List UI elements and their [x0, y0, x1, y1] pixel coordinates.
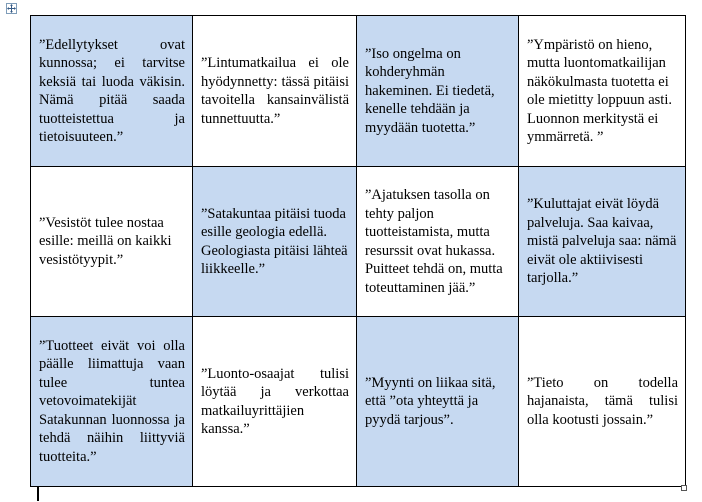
table-cell[interactable]: ”Vesistöt tulee nostaa esille: meillä on kaikki vesistötyypit.” — [31, 167, 193, 317]
table-cell[interactable]: ”Edellytykset ovat kunnossa; ei tarvitse keksiä tai luoda väkisin. Nämä pitää saada tuotteistettua ja tietoisuuteen.” — [31, 16, 193, 167]
table-cell[interactable]: ”Satakuntaa pitäisi tuoda esille geologia edellä. Geologiasta pitäisi lähteä liikkeelle.” — [193, 167, 357, 317]
table-cell[interactable]: ”Myynti on liikaa sitä, että ”ota yhteyttä ja pyydä tarjous”. — [357, 317, 519, 487]
quote-table — [30, 15, 686, 487]
table-cell[interactable]: ”Lintumatkailua ei ole hyödynnetty: tässä pitäisi tavoitella kansainvälistä tunnettuutta.” — [193, 16, 357, 167]
table-cell[interactable]: ”Ympäristö on hieno, mutta luontomatkailijan näkökulmasta tuotetta ei ole mietitty loppuun asti. Luonnon merkitystä ei ymmärretä. ” — [519, 16, 686, 167]
table-cell[interactable]: ”Luonto-osaajat tulisi löytää ja verkottaa matkailuyrittäjien kanssa.” — [193, 317, 357, 487]
table-cell[interactable]: ”Tieto on todella hajanaista, tämä tulisi olla kootusti jossain.” — [519, 317, 686, 487]
table-cell[interactable]: ”Ajatuksen tasolla on tehty paljon tuotteistamista, mutta resurssit ovat hukassa. Puitteet tehdä on, mutta toteuttaminen jää.” — [357, 167, 519, 317]
table-row — [31, 16, 686, 167]
table-cell[interactable]: ”Iso ongelma on kohderyhmän hakeminen. Ei tiedetä, kenelle tehdään ja myydään tuotetta.” — [357, 16, 519, 167]
table-cell[interactable]: ”Kuluttajat eivät löydä palveluja. Saa kaivaa, mistä palveluja saa: nämä eivät ole aktiivisesti tarjolla.” — [519, 167, 686, 317]
table-row — [31, 167, 686, 317]
table-resize-icon[interactable] — [681, 485, 687, 491]
text-cursor — [37, 487, 39, 501]
table-cell[interactable]: ”Tuotteet eivät voi olla päälle liimattuja vaan tulee tuntea vetovoimatekijät Satakunnan luonnossa ja tehdä näihin liittyviä tuotteita.” — [31, 317, 193, 487]
table-row — [31, 317, 686, 487]
table-move-icon[interactable] — [6, 3, 17, 14]
